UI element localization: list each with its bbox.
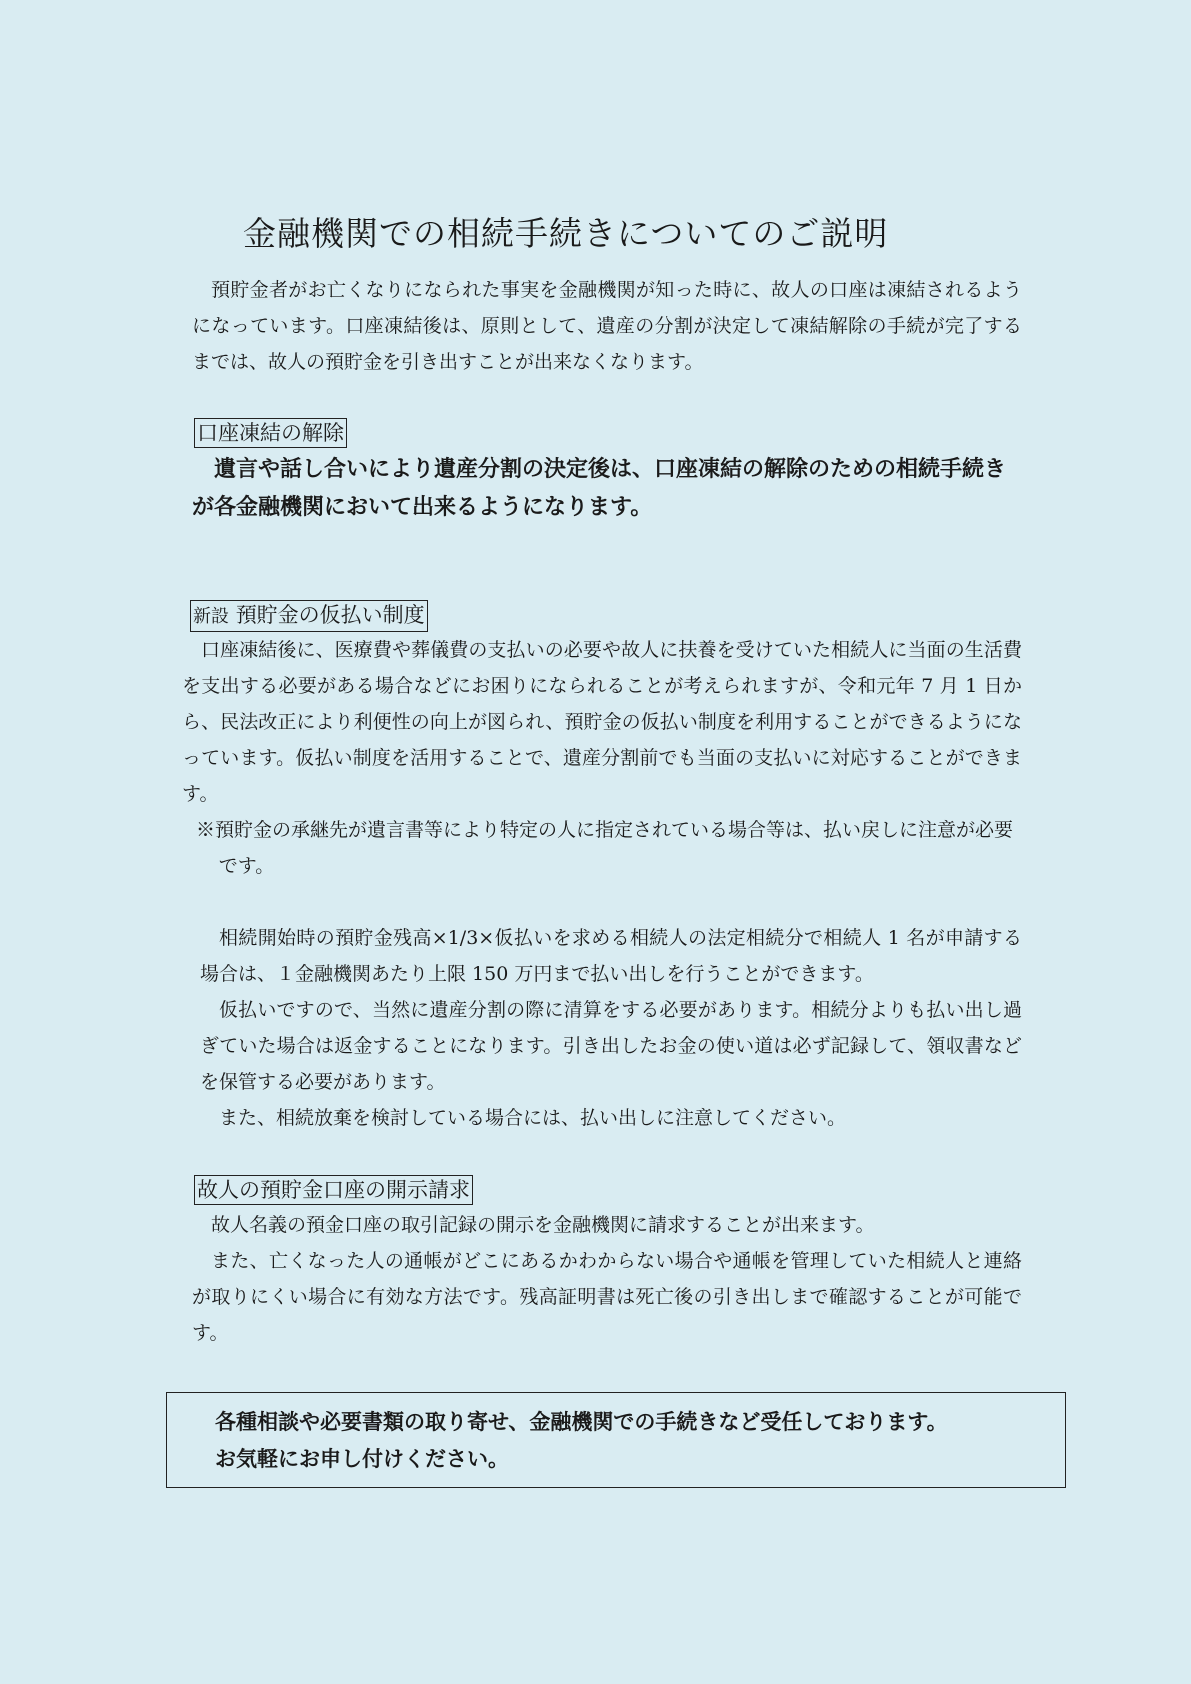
note-text: ※預貯金の承継先が遺言書等により特定の人に指定されている場合等は、払い戻しに注意が必要です。 xyxy=(196,819,1014,877)
provisional-payment-heading-text: 預貯金の仮払い制度 xyxy=(235,603,425,627)
provisional-payment-note xyxy=(196,812,1022,884)
section-heading-disclosure-request: 故人の預貯金口座の開示請求 xyxy=(194,1175,473,1205)
page-title: 金融機関での相続手続きについてのご説明 xyxy=(243,214,889,253)
provisional-payment-details xyxy=(200,920,1022,1136)
intro-paragraph xyxy=(192,272,1022,380)
section-heading-provisional-payment xyxy=(190,600,428,632)
disclosure-text-1: 故人名義の預金口座の取引記録の開示を金融機関に請求することが出来ます。 xyxy=(211,1214,875,1236)
callout-line-1: 各種相談や必要書類の取り寄せ、金融機関での手続きなど受任しております。 xyxy=(215,1410,948,1434)
account-freeze-text: 遺言や話し合いにより遺産分割の決定後は、口座凍結の解除のための相続手続きが各金融機関において出来るようになります。 xyxy=(192,457,1007,520)
intro-text: 預貯金者がお亡くなりになられた事実を金融機関が知った時に、故人の口座は凍結されるようになっています。口座凍結後は、原則として、遺産の分割が決定して凍結解除の手続が完了するまでは、故人の預貯金を引き出すことが出来なくなります。 xyxy=(192,279,1022,373)
section-provisional-payment-body xyxy=(182,632,1022,812)
disclosure-text-2: また、亡くなった人の通帳がどこにあるかわからない場合や通帳を管理していた相続人と連絡が取りにくい場合に有効な方法です。残高証明書は死亡後の引き出しまで確認することが可能です。 xyxy=(192,1250,1022,1344)
callout-text xyxy=(215,1404,948,1478)
callout-line-2: お気軽にお申し付けください。 xyxy=(215,1447,509,1471)
section-heading-account-freeze: 口座凍結の解除 xyxy=(194,418,347,448)
provisional-payment-text: 口座凍結後に、医療費や葬儀費の支払いの必要や故人に扶養を受けていた相続人に当面の生活費を支出する必要がある場合などにお困りになられることが考えられますが、令和元年 7 月 1 日から、民法改正により利便性の向上が図られ、預貯金の仮払い制度を利用することができるようになっています。仮払い制度を活用することで、遺産分割前でも当面の支払いに対応することができます。 xyxy=(182,639,1022,805)
detail-limit-text: 相続開始時の預貯金残高×1/3×仮払いを求める相続人の法定相続分で相続人 1 名が申請する場合は、１金融機関あたり上限 150 万円まで払い出しを行うことができます。 xyxy=(200,927,1022,985)
section-disclosure-body xyxy=(192,1207,1022,1351)
new-label: 新設 xyxy=(193,606,229,627)
detail-renunciation-text: また、相続放棄を検討している場合には、払い出しに注意してください。 xyxy=(219,1107,847,1129)
detail-settlement-text: 仮払いですので、当然に遺産分割の際に清算をする必要があります。相続分よりも払い出し過ぎていた場合は返金することになります。引き出したお金の使い道は必ず記録して、領収書などを保管する必要があります。 xyxy=(200,999,1022,1093)
section-account-freeze-body xyxy=(192,451,1022,527)
contact-callout-box xyxy=(166,1392,1066,1488)
